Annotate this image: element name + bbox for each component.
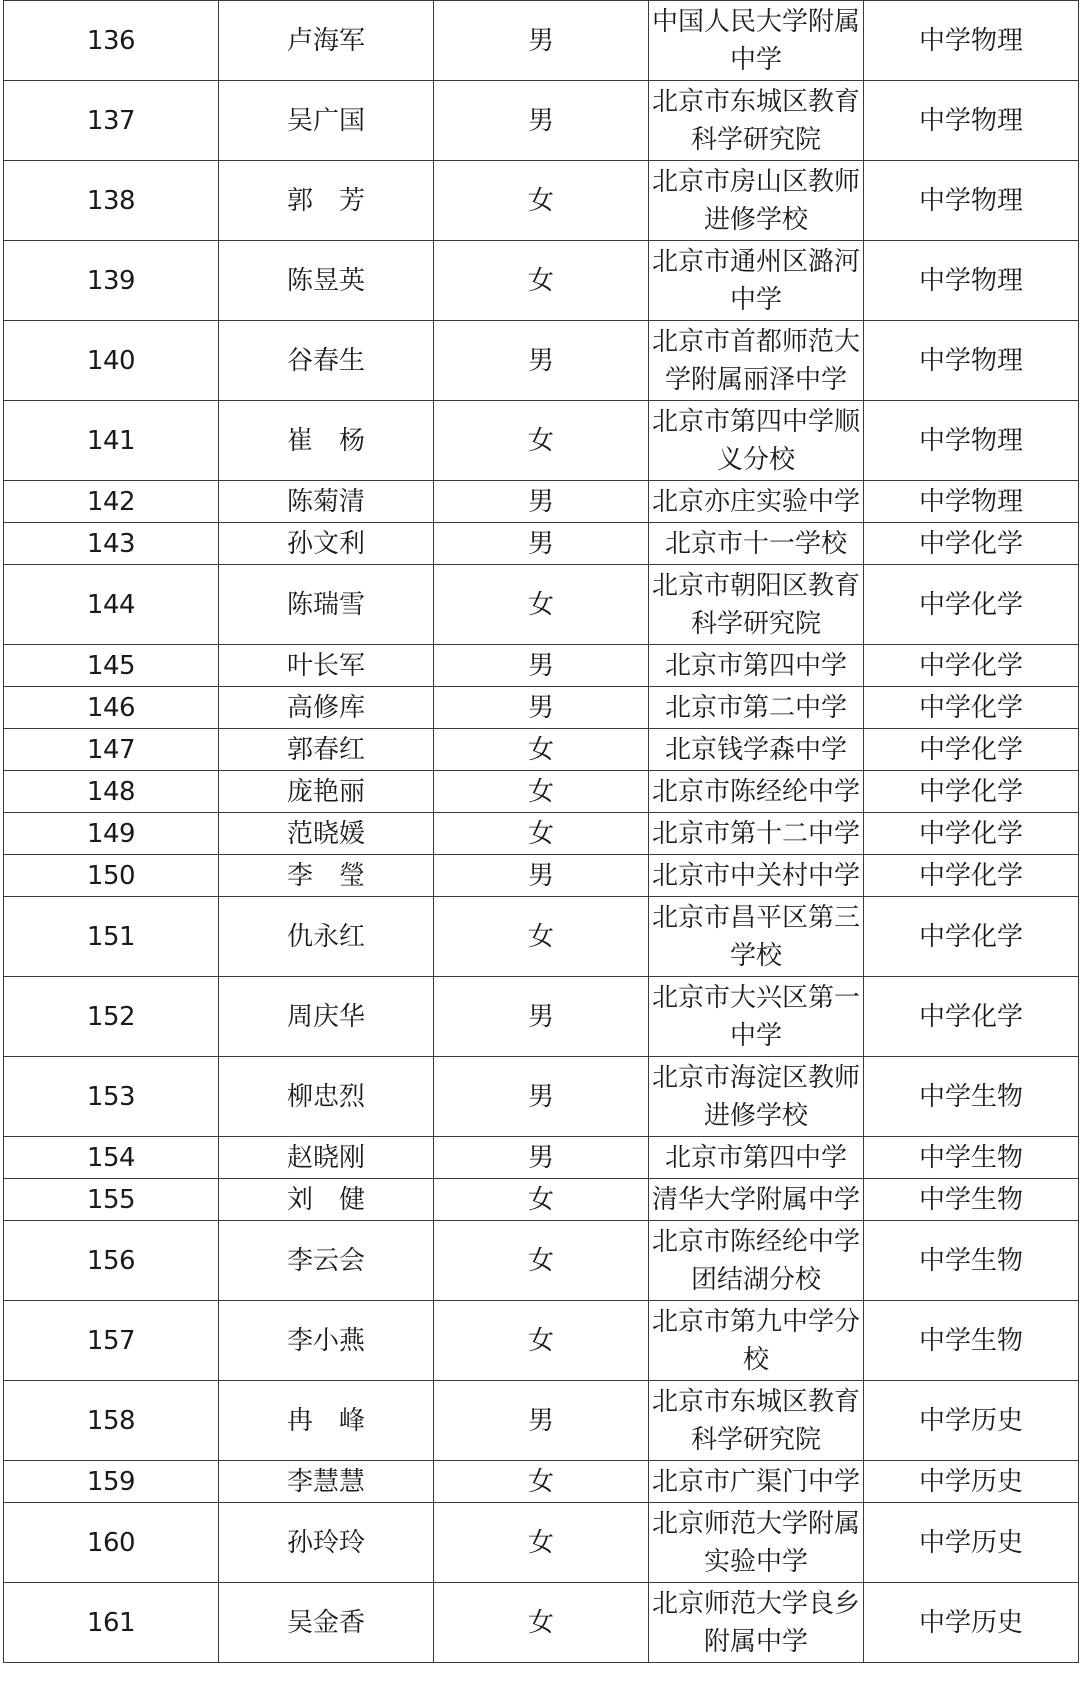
subject-cell: 中学物理 (864, 401, 1079, 481)
subject-cell: 中学生物 (864, 1137, 1079, 1179)
table-row (4, 1583, 1079, 1663)
teacher-name-cell: 崔 杨 (219, 401, 434, 481)
teacher-name-cell: 陈菊清 (219, 481, 434, 523)
table-row (4, 161, 1079, 241)
row-number-cell: 155 (4, 1179, 219, 1221)
teacher-name-cell: 郭春红 (219, 729, 434, 771)
gender-cell: 女 (434, 1461, 649, 1503)
row-number-cell: 160 (4, 1503, 219, 1583)
teacher-name-cell: 范晓媛 (219, 813, 434, 855)
gender-cell: 男 (434, 1057, 649, 1137)
teacher-name-cell: 郭 芳 (219, 161, 434, 241)
school-cell: 北京市东城区教育科学研究院 (649, 1381, 864, 1461)
row-number-cell: 158 (4, 1381, 219, 1461)
school-cell: 北京市昌平区第三学校 (649, 897, 864, 977)
subject-cell: 中学化学 (864, 855, 1079, 897)
table-row (4, 481, 1079, 523)
table-row (4, 1057, 1079, 1137)
teacher-name-cell: 庞艳丽 (219, 771, 434, 813)
table-row (4, 321, 1079, 401)
teacher-name-cell: 叶长军 (219, 645, 434, 687)
row-number-cell: 153 (4, 1057, 219, 1137)
table-row (4, 1503, 1079, 1583)
table-row (4, 771, 1079, 813)
subject-cell: 中学物理 (864, 481, 1079, 523)
subject-cell: 中学化学 (864, 897, 1079, 977)
school-cell: 北京市中关村中学 (649, 855, 864, 897)
school-cell: 北京师范大学良乡附属中学 (649, 1583, 864, 1663)
teacher-name-cell: 李 瑩 (219, 855, 434, 897)
teacher-name-cell: 吴广国 (219, 81, 434, 161)
table-row (4, 1381, 1079, 1461)
table-body (4, 1, 1079, 1663)
teacher-name-cell: 高修库 (219, 687, 434, 729)
table-row (4, 1301, 1079, 1381)
school-cell: 北京市第二中学 (649, 687, 864, 729)
teacher-name-cell: 冉 峰 (219, 1381, 434, 1461)
row-number-cell: 139 (4, 241, 219, 321)
teacher-name-cell: 刘 健 (219, 1179, 434, 1221)
gender-cell: 女 (434, 1503, 649, 1583)
gender-cell: 男 (434, 81, 649, 161)
gender-cell: 女 (434, 897, 649, 977)
teacher-name-cell: 孙玲玲 (219, 1503, 434, 1583)
table-row (4, 729, 1079, 771)
subject-cell: 中学历史 (864, 1381, 1079, 1461)
row-number-cell: 149 (4, 813, 219, 855)
school-cell: 北京市十一学校 (649, 523, 864, 565)
teacher-name-cell: 陈瑞雪 (219, 565, 434, 645)
table-row (4, 1137, 1079, 1179)
gender-cell: 男 (434, 687, 649, 729)
gender-cell: 男 (434, 977, 649, 1057)
school-cell: 北京市东城区教育科学研究院 (649, 81, 864, 161)
table-row (4, 687, 1079, 729)
table-row (4, 401, 1079, 481)
row-number-cell: 140 (4, 321, 219, 401)
subject-cell: 中学化学 (864, 813, 1079, 855)
school-cell: 北京市大兴区第一中学 (649, 977, 864, 1057)
subject-cell: 中学化学 (864, 977, 1079, 1057)
table-row (4, 81, 1079, 161)
subject-cell: 中学物理 (864, 1, 1079, 81)
subject-cell: 中学化学 (864, 645, 1079, 687)
school-cell: 中国人民大学附属中学 (649, 1, 864, 81)
gender-cell: 男 (434, 321, 649, 401)
table-row (4, 565, 1079, 645)
teacher-name-cell: 李云会 (219, 1221, 434, 1301)
teacher-name-cell: 李小燕 (219, 1301, 434, 1381)
teacher-name-cell: 赵晓刚 (219, 1137, 434, 1179)
gender-cell: 男 (434, 855, 649, 897)
row-number-cell: 145 (4, 645, 219, 687)
table-row (4, 645, 1079, 687)
school-cell: 清华大学附属中学 (649, 1179, 864, 1221)
teacher-name-cell: 孙文利 (219, 523, 434, 565)
row-number-cell: 154 (4, 1137, 219, 1179)
table-row (4, 1179, 1079, 1221)
table-row (4, 1, 1079, 81)
subject-cell: 中学化学 (864, 729, 1079, 771)
row-number-cell: 142 (4, 481, 219, 523)
school-cell: 北京市第九中学分校 (649, 1301, 864, 1381)
school-cell: 北京市朝阳区教育科学研究院 (649, 565, 864, 645)
gender-cell: 男 (434, 1381, 649, 1461)
row-number-cell: 147 (4, 729, 219, 771)
gender-cell: 女 (434, 565, 649, 645)
row-number-cell: 143 (4, 523, 219, 565)
subject-cell: 中学化学 (864, 523, 1079, 565)
teacher-list-table (3, 0, 1079, 1663)
row-number-cell: 144 (4, 565, 219, 645)
subject-cell: 中学化学 (864, 687, 1079, 729)
subject-cell: 中学物理 (864, 161, 1079, 241)
row-number-cell: 136 (4, 1, 219, 81)
school-cell: 北京钱学森中学 (649, 729, 864, 771)
gender-cell: 女 (434, 1583, 649, 1663)
school-cell: 北京市第四中学 (649, 1137, 864, 1179)
row-number-cell: 150 (4, 855, 219, 897)
row-number-cell: 138 (4, 161, 219, 241)
gender-cell: 女 (434, 241, 649, 321)
table-row (4, 813, 1079, 855)
teacher-name-cell: 陈昱英 (219, 241, 434, 321)
subject-cell: 中学物理 (864, 321, 1079, 401)
subject-cell: 中学化学 (864, 565, 1079, 645)
subject-cell: 中学物理 (864, 241, 1079, 321)
table-row (4, 1221, 1079, 1301)
row-number-cell: 152 (4, 977, 219, 1057)
gender-cell: 男 (434, 481, 649, 523)
school-cell: 北京市通州区潞河中学 (649, 241, 864, 321)
school-cell: 北京师范大学附属实验中学 (649, 1503, 864, 1583)
gender-cell: 男 (434, 1137, 649, 1179)
row-number-cell: 137 (4, 81, 219, 161)
school-cell: 北京市第四中学顺义分校 (649, 401, 864, 481)
teacher-name-cell: 谷春生 (219, 321, 434, 401)
school-cell: 北京市首都师范大学附属丽泽中学 (649, 321, 864, 401)
gender-cell: 男 (434, 523, 649, 565)
row-number-cell: 159 (4, 1461, 219, 1503)
table-row (4, 241, 1079, 321)
row-number-cell: 161 (4, 1583, 219, 1663)
school-cell: 北京市广渠门中学 (649, 1461, 864, 1503)
row-number-cell: 156 (4, 1221, 219, 1301)
school-cell: 北京市第十二中学 (649, 813, 864, 855)
subject-cell: 中学生物 (864, 1301, 1079, 1381)
school-cell: 北京市海淀区教师进修学校 (649, 1057, 864, 1137)
subject-cell: 中学历史 (864, 1583, 1079, 1663)
school-cell: 北京市陈经纶中学团结湖分校 (649, 1221, 864, 1301)
gender-cell: 女 (434, 401, 649, 481)
school-cell: 北京市陈经纶中学 (649, 771, 864, 813)
school-cell: 北京市房山区教师进修学校 (649, 161, 864, 241)
subject-cell: 中学生物 (864, 1057, 1079, 1137)
school-cell: 北京亦庄实验中学 (649, 481, 864, 523)
subject-cell: 中学化学 (864, 771, 1079, 813)
gender-cell: 男 (434, 1, 649, 81)
table-row (4, 855, 1079, 897)
gender-cell: 女 (434, 729, 649, 771)
row-number-cell: 157 (4, 1301, 219, 1381)
school-cell: 北京市第四中学 (649, 645, 864, 687)
gender-cell: 女 (434, 1301, 649, 1381)
teacher-name-cell: 柳忠烈 (219, 1057, 434, 1137)
subject-cell: 中学生物 (864, 1221, 1079, 1301)
gender-cell: 女 (434, 1179, 649, 1221)
teacher-name-cell: 仇永红 (219, 897, 434, 977)
subject-cell: 中学历史 (864, 1461, 1079, 1503)
subject-cell: 中学历史 (864, 1503, 1079, 1583)
table-row (4, 977, 1079, 1057)
row-number-cell: 151 (4, 897, 219, 977)
table-row (4, 523, 1079, 565)
gender-cell: 男 (434, 645, 649, 687)
row-number-cell: 141 (4, 401, 219, 481)
gender-cell: 女 (434, 771, 649, 813)
table-row (4, 1461, 1079, 1503)
subject-cell: 中学生物 (864, 1179, 1079, 1221)
teacher-name-cell: 吴金香 (219, 1583, 434, 1663)
gender-cell: 女 (434, 1221, 649, 1301)
row-number-cell: 146 (4, 687, 219, 729)
teacher-list-table-container (3, 0, 1078, 1703)
gender-cell: 女 (434, 161, 649, 241)
teacher-name-cell: 周庆华 (219, 977, 434, 1057)
teacher-name-cell: 卢海军 (219, 1, 434, 81)
teacher-name-cell: 李慧慧 (219, 1461, 434, 1503)
gender-cell: 女 (434, 813, 649, 855)
table-row (4, 897, 1079, 977)
subject-cell: 中学物理 (864, 81, 1079, 161)
row-number-cell: 148 (4, 771, 219, 813)
